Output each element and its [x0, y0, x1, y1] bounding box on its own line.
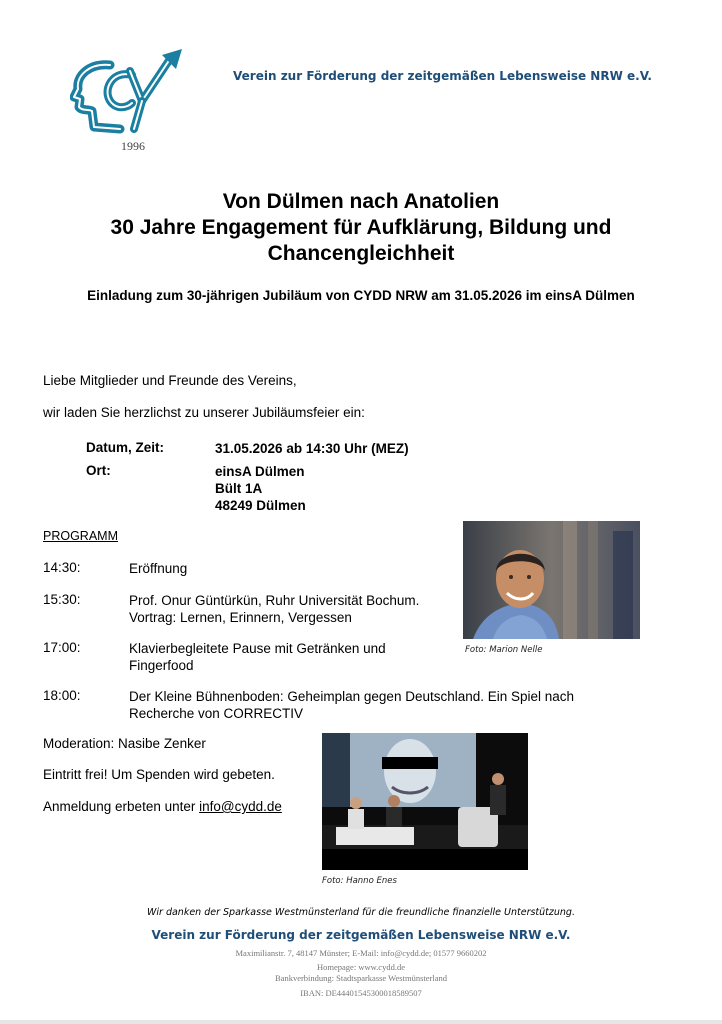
photo2-caption: Foto: Hanno Enes [322, 876, 397, 886]
email-link[interactable]: info@cydd.de [199, 799, 282, 814]
place-line: Bült 1A [215, 481, 263, 496]
greeting: Liebe Mitglieder und Freunde des Vereins, [43, 373, 297, 388]
entry-note: Eintritt frei! Um Spenden wird gebeten. [43, 767, 275, 782]
program-line: Fingerfood [129, 658, 194, 673]
intro-text: wir laden Sie herzlichst zu unserer Jubiläumsfeier ein: [43, 405, 365, 420]
footer-address: Maximilianstr. 7, 48147 Münster; E-Mail: info@cydd.de; 01577 9660202 [235, 948, 487, 958]
footer-homepage: Homepage: www.cydd.de [317, 962, 405, 972]
page-bottom-divider [0, 1020, 722, 1024]
program-line: Recherche von CORRECTIV [129, 706, 304, 721]
stage-photo [322, 733, 528, 870]
date-value: 31.05.2026 ab 14:30 Uhr (MEZ) [215, 441, 409, 456]
speaker-photo [463, 521, 640, 639]
header-org-name: Verein zur Förderung der zeitgemäßen Lebensweise NRW e.V. [233, 69, 652, 83]
program-desc [129, 560, 187, 577]
program-heading: PROGRAMM [43, 529, 118, 543]
date-label: Datum, Zeit: [86, 440, 165, 455]
program-desc [129, 640, 386, 674]
invitation-subtitle: Einladung zum 30-jährigen Jubiläum von CYDD NRW am 31.05.2026 im einsA Dülmen [87, 288, 635, 303]
program-line: Eröffnung [129, 561, 188, 576]
program-time: 18:00: [43, 688, 81, 703]
place-value [215, 463, 306, 514]
program-time: 15:30: [43, 592, 81, 607]
registration-text: Anmeldung erbeten unter [43, 799, 200, 814]
stage-photo-graphic [322, 733, 528, 870]
place-line: 48249 Dülmen [215, 498, 306, 513]
footer-bank: Bankverbindung: Stadtsparkasse Westmünsterland [275, 973, 447, 983]
sponsor-thanks: Wir danken der Sparkasse Westmünsterland für die freundliche finanzielle Unterstützung. [146, 907, 575, 918]
program-line: Prof. Onur Güntürkün, Ruhr Universität Bochum. [129, 593, 420, 608]
program-time: 17:00: [43, 640, 81, 655]
program-line: Der Kleine Bühnenboden: Geheimplan gegen Deutschland. Ein Spiel nach [129, 689, 575, 704]
program-desc [129, 688, 574, 722]
footer-org-name: Verein zur Förderung der zeitgemäßen Lebensweise NRW e.V. [151, 928, 571, 942]
place-label: Ort: [86, 463, 111, 478]
program-desc [129, 592, 419, 626]
speaker-photo-graphic [463, 521, 640, 639]
title-line: 30 Jahre Engagement für Aufklärung, Bildung und [110, 216, 612, 239]
logo-graphic [70, 45, 188, 145]
logo-year: 1996 [121, 139, 145, 153]
page-title [40, 189, 682, 267]
photo1-caption: Foto: Marion Nelle [465, 645, 543, 655]
program-line: Klavierbegleitete Pause mit Getränken und [129, 641, 386, 656]
place-line: einsA Dülmen [215, 464, 305, 479]
program-line: Vortrag: Lernen, Erinnern, Vergessen [129, 610, 352, 625]
program-time: 14:30: [43, 560, 81, 575]
title-line: Von Dülmen nach Anatolien [222, 190, 500, 213]
registration [43, 799, 282, 814]
moderation: Moderation: Nasibe Zenker [43, 736, 206, 751]
footer-iban: IBAN: DE44401545300018589507 [300, 988, 422, 998]
title-line: Chancengleichheit [267, 242, 455, 265]
